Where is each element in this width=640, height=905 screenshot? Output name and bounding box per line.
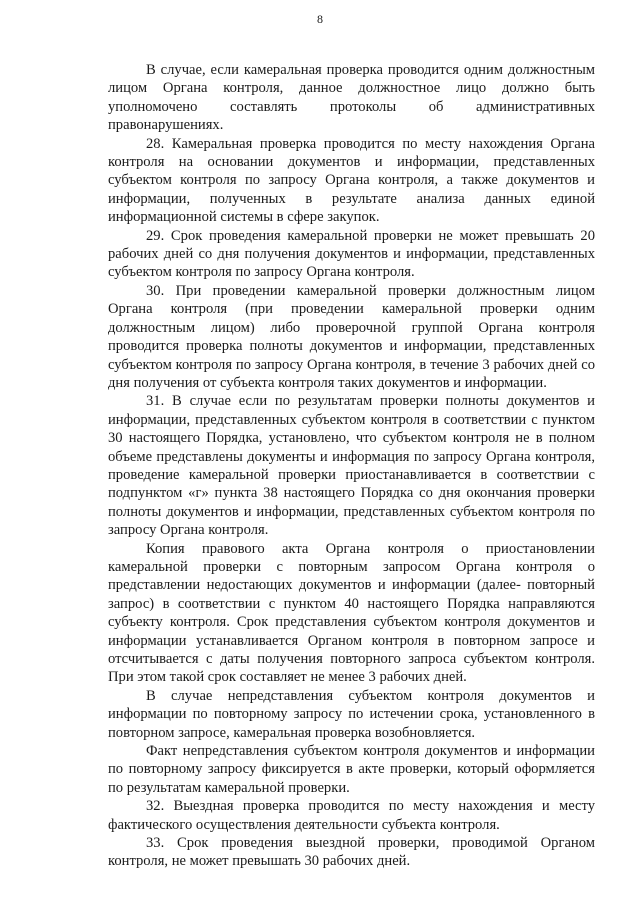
paragraph-29: 29. Срок проведения камеральной проверки не может превышать 20 рабочих дней со дня получения документов и информации, представленных субъектом контроля по запросу Органа контроля. bbox=[108, 227, 595, 281]
paragraph-33: 33. Срок проведения выездной проверки, проводимой Органом контроля, не может превышать 30 рабочих дней. bbox=[108, 835, 595, 870]
paragraph-32: 32. Выездная проверка проводится по месту нахождения и месту фактического осуществления деятельности субъекта контроля. bbox=[108, 798, 595, 833]
paragraph-copy-of-legal-act: Копия правового акта Органа контроля о приостановлении камеральной проверки с повторным запросом Органа контроля о представлении недостающих документов и информации (далее- повторный запрос) в соответствии с пунктом 40 настоящего Порядка направляются субъекту контроля. Срок представления субъектом контроля документов и информации устанавливается Органом контроля в повторном запросе и отсчитывается с даты получения повторного запроса субъектом контроля. При этом такой срок составляет не менее 3 рабочих дней. bbox=[108, 540, 595, 686]
page-number: 8 bbox=[317, 12, 323, 26]
document-body bbox=[108, 61, 595, 871]
paragraph-non-submission-resume: В случае непредставления субъектом контроля документов и информации по повторному запросу по истечении срока, установленного в повторном запросе, камеральная проверка возобновляется. bbox=[108, 687, 595, 741]
paragraph-28: 28. Камеральная проверка проводится по месту нахождения Органа контроля на основании документов и информации, представленных субъектом контроля по запросу Органа контроля, а также документов и информации, полученных в результате анализа данных единой информационной системы в сфере закупок. bbox=[108, 135, 595, 226]
paragraph-fact-of-non-submission: Факт непредставления субъектом контроля документов и информации по повторному запросу фиксируется в акте проверки, который оформляется по результатам камеральной проверки. bbox=[108, 743, 595, 796]
paragraph-30: 30. При проведении камеральной проверки должностным лицом Органа контроля (при проведении камеральной проверки одним должностным лицом) либо проверочной группой Органа контроля проводится проверка полноты документов и информации, представленных субъектом контроля по запросу Органа контроля, в течение 3 рабочих дней со дня получения от субъекта контроля таких документов и информации. bbox=[108, 282, 595, 391]
paragraph-31: 31. В случае если по результатам проверки полноты документов и информации, представленных субъектом контроля в соответствии с пунктом 30 настоящего Порядка, установлено, что субъектом контроля не в полном объеме представлены документы и информация по запросу Органа контроля, проведение камеральной проверки приостанавливается в соответствии с подпунктом «г» пункта 38 настоящего Порядка со дня окончания проверки полноты документов и информации, представленных субъектом контроля по запросу Органа контроля. bbox=[108, 393, 595, 539]
paragraph-camera-check-single-official: В случае, если камеральная проверка проводится одним должностным лицом Органа контроля, данное должностное лицо должно быть уполномочено составлять протоколы об административных правонарушениях. bbox=[108, 62, 595, 134]
